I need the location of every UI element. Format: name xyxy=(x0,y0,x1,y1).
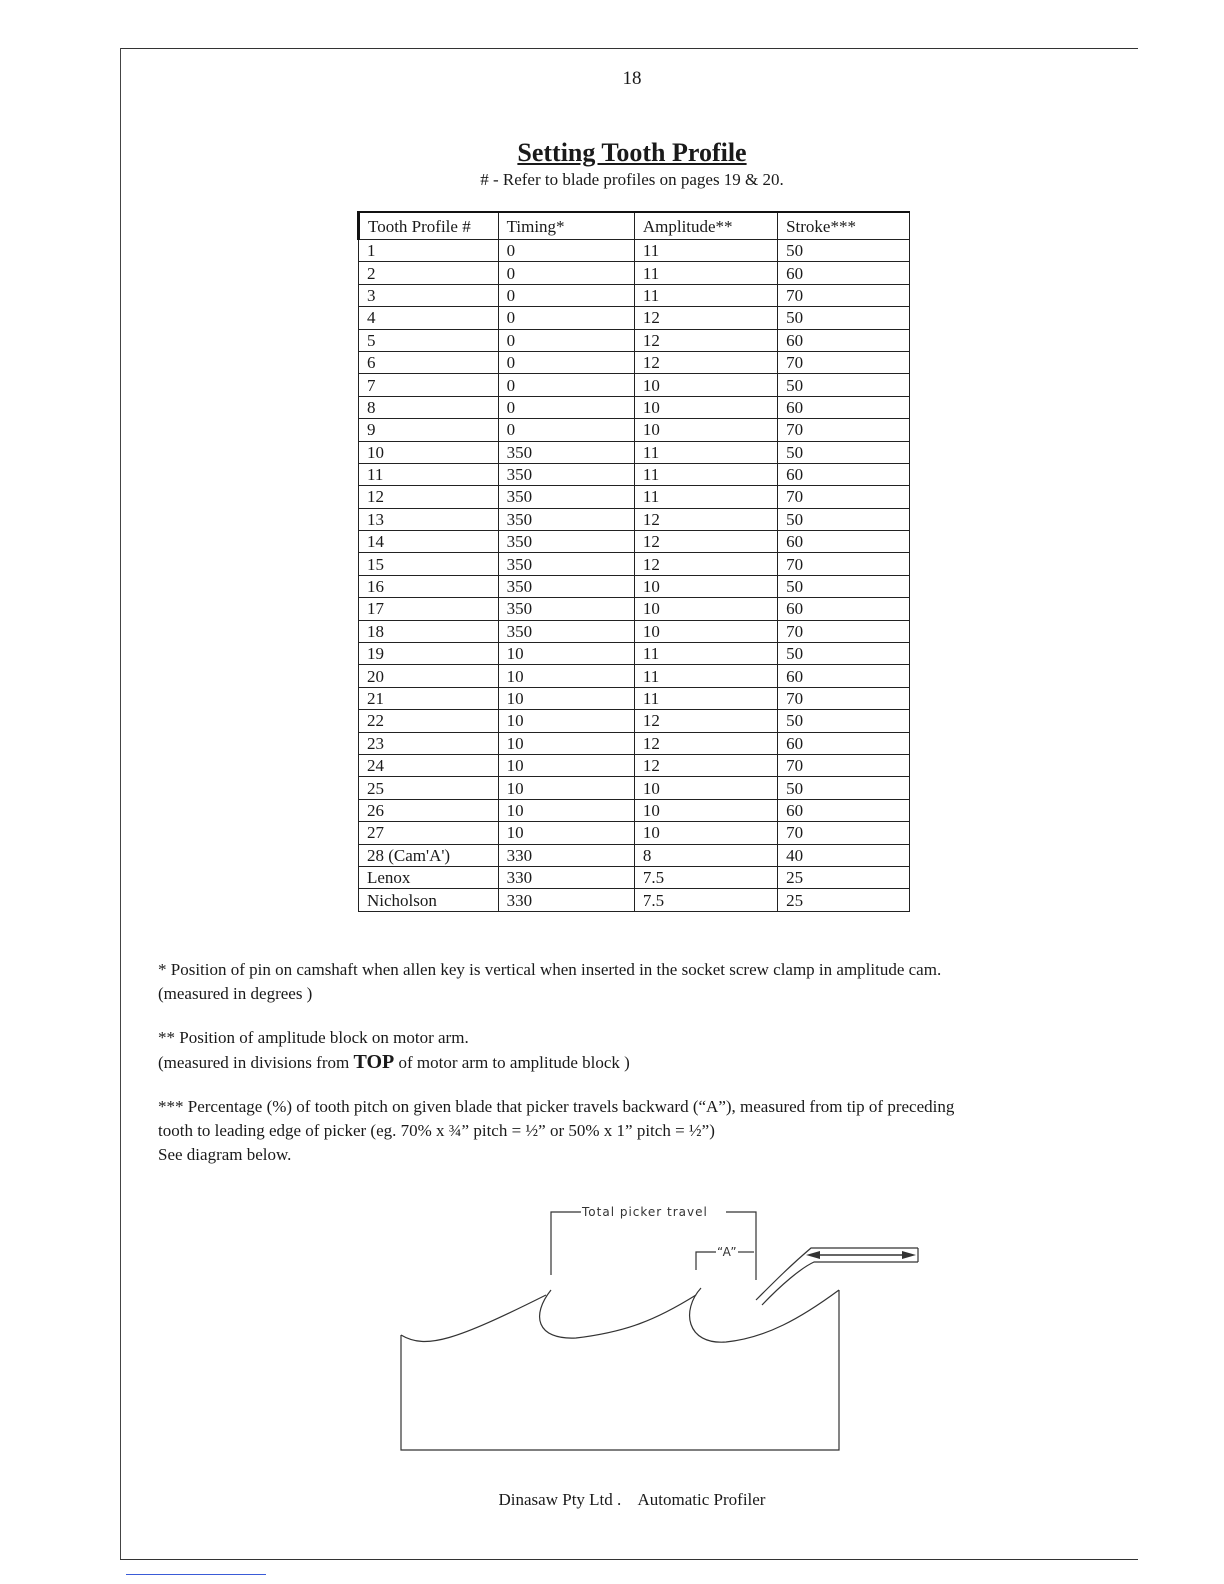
cell-timing: 350 xyxy=(498,463,634,485)
cell-stroke: 50 xyxy=(778,777,910,799)
table-row xyxy=(359,531,910,553)
cell-timing: 10 xyxy=(498,777,634,799)
cell-timing: 350 xyxy=(498,575,634,597)
cell-timing: 0 xyxy=(498,351,634,373)
cell-stroke: 50 xyxy=(778,508,910,530)
table-row xyxy=(359,844,910,866)
cell-tooth-profile: 24 xyxy=(359,754,499,776)
footer-link-underline xyxy=(126,1574,266,1575)
cell-amplitude: 10 xyxy=(634,777,777,799)
table-row xyxy=(359,866,910,888)
table-row xyxy=(359,687,910,709)
table-header-row xyxy=(359,212,910,240)
cell-tooth-profile: 20 xyxy=(359,665,499,687)
cell-stroke: 70 xyxy=(778,620,910,642)
blade-outline xyxy=(401,1290,839,1450)
cell-stroke: 60 xyxy=(778,531,910,553)
table-row xyxy=(359,486,910,508)
table-row xyxy=(359,598,910,620)
amplitude-note-top: TOP xyxy=(353,1051,395,1073)
cell-timing: 0 xyxy=(498,262,634,284)
cell-timing: 0 xyxy=(498,307,634,329)
arrow-right-head-icon xyxy=(902,1251,916,1259)
total-travel-bracket-left xyxy=(551,1212,581,1275)
blade-tooth-2 xyxy=(540,1290,696,1338)
picker-lower xyxy=(762,1262,918,1305)
a-bracket-left xyxy=(696,1252,716,1270)
cell-timing: 350 xyxy=(498,553,634,575)
header-amplitude: Amplitude** xyxy=(634,212,777,240)
table-row xyxy=(359,508,910,530)
header-tooth-profile: Tooth Profile # xyxy=(359,212,499,240)
table-row xyxy=(359,575,910,597)
cell-timing: 350 xyxy=(498,598,634,620)
cell-amplitude: 10 xyxy=(634,799,777,821)
cell-tooth-profile: 22 xyxy=(359,710,499,732)
cell-timing: 350 xyxy=(498,531,634,553)
table-row xyxy=(359,463,910,485)
tooth-profile-table xyxy=(357,211,910,912)
cell-timing: 10 xyxy=(498,687,634,709)
cell-tooth-profile: 17 xyxy=(359,598,499,620)
cell-timing: 10 xyxy=(498,643,634,665)
cell-stroke: 70 xyxy=(778,754,910,776)
cell-amplitude: 10 xyxy=(634,822,777,844)
amplitude-note-line1: ** Position of amplitude block on motor arm. xyxy=(158,1028,469,1047)
cell-timing: 330 xyxy=(498,889,634,911)
cell-tooth-profile: 13 xyxy=(359,508,499,530)
timing-note xyxy=(158,958,1058,1006)
cell-amplitude: 12 xyxy=(634,531,777,553)
cell-tooth-profile: 9 xyxy=(359,419,499,441)
picker-travel-diagram xyxy=(396,1200,926,1460)
cell-amplitude: 12 xyxy=(634,754,777,776)
cell-timing: 350 xyxy=(498,508,634,530)
cell-stroke: 50 xyxy=(778,441,910,463)
cell-tooth-profile: 4 xyxy=(359,307,499,329)
cell-stroke: 25 xyxy=(778,866,910,888)
stroke-note-line1: *** Percentage (%) of tooth pitch on given blade that picker travels backward (“A”), measured from tip of preceding xyxy=(158,1097,955,1116)
table-row xyxy=(359,419,910,441)
cell-amplitude: 11 xyxy=(634,665,777,687)
a-label: “A” xyxy=(717,1245,738,1259)
cell-tooth-profile: 25 xyxy=(359,777,499,799)
table-row xyxy=(359,889,910,911)
cell-stroke: 50 xyxy=(778,710,910,732)
cell-tooth-profile: 18 xyxy=(359,620,499,642)
cell-stroke: 70 xyxy=(778,351,910,373)
cell-stroke: 50 xyxy=(778,374,910,396)
cell-tooth-profile: 8 xyxy=(359,396,499,418)
cell-timing: 0 xyxy=(498,396,634,418)
cell-amplitude: 12 xyxy=(634,508,777,530)
cell-stroke: 70 xyxy=(778,419,910,441)
cell-timing: 350 xyxy=(498,486,634,508)
table-body xyxy=(359,240,910,912)
cell-timing: 0 xyxy=(498,419,634,441)
cell-tooth-profile: 2 xyxy=(359,262,499,284)
cell-tooth-profile: 19 xyxy=(359,643,499,665)
cell-tooth-profile: 7 xyxy=(359,374,499,396)
cell-stroke: 60 xyxy=(778,262,910,284)
cell-amplitude: 11 xyxy=(634,284,777,306)
table-row xyxy=(359,240,910,262)
table-row xyxy=(359,374,910,396)
cell-timing: 10 xyxy=(498,822,634,844)
table-row xyxy=(359,822,910,844)
cell-stroke: 60 xyxy=(778,598,910,620)
cell-tooth-profile: 28 (Cam'A') xyxy=(359,844,499,866)
cell-amplitude: 11 xyxy=(634,687,777,709)
footer-product: Automatic Profiler xyxy=(637,1490,766,1509)
table-row xyxy=(359,284,910,306)
arrow-left-head-icon xyxy=(806,1251,820,1259)
cell-amplitude: 10 xyxy=(634,575,777,597)
cell-tooth-profile: Nicholson xyxy=(359,889,499,911)
stroke-note-line2: tooth to leading edge of picker (eg. 70% x ¾” pitch = ½” or 50% x 1” pitch = ½”) xyxy=(158,1121,715,1140)
cell-amplitude: 12 xyxy=(634,710,777,732)
cell-amplitude: 12 xyxy=(634,329,777,351)
cell-tooth-profile: 14 xyxy=(359,531,499,553)
cell-timing: 0 xyxy=(498,284,634,306)
cell-stroke: 60 xyxy=(778,732,910,754)
cell-stroke: 50 xyxy=(778,643,910,665)
cell-amplitude: 10 xyxy=(634,598,777,620)
cell-stroke: 70 xyxy=(778,687,910,709)
page-number: 18 xyxy=(622,68,642,89)
cell-amplitude: 11 xyxy=(634,463,777,485)
cell-tooth-profile: 3 xyxy=(359,284,499,306)
cell-timing: 10 xyxy=(498,799,634,821)
page-footer xyxy=(0,1490,1224,1510)
table-row xyxy=(359,754,910,776)
cell-stroke: 60 xyxy=(778,665,910,687)
cell-tooth-profile: 11 xyxy=(359,463,499,485)
blade-tooth-3 xyxy=(690,1288,839,1342)
cell-timing: 10 xyxy=(498,665,634,687)
cell-stroke: 70 xyxy=(778,822,910,844)
cell-stroke: 25 xyxy=(778,889,910,911)
total-travel-label: Total picker travel xyxy=(582,1205,708,1219)
page-frame-top xyxy=(120,48,1138,49)
cell-amplitude: 12 xyxy=(634,553,777,575)
amplitude-note-line2-pre: (measured in divisions from xyxy=(158,1053,354,1072)
amplitude-note xyxy=(158,1026,1058,1075)
header-timing: Timing* xyxy=(498,212,634,240)
stroke-note-line3: See diagram below. xyxy=(158,1145,292,1164)
cell-stroke: 70 xyxy=(778,553,910,575)
cell-timing: 0 xyxy=(498,329,634,351)
cell-tooth-profile: 10 xyxy=(359,441,499,463)
cell-tooth-profile: 23 xyxy=(359,732,499,754)
cell-stroke: 50 xyxy=(778,307,910,329)
footer-company: Dinasaw Pty Ltd . xyxy=(498,1490,622,1509)
cell-stroke: 70 xyxy=(778,486,910,508)
table-row xyxy=(359,732,910,754)
footnotes xyxy=(158,958,1058,1187)
cell-amplitude: 11 xyxy=(634,262,777,284)
stroke-note xyxy=(158,1095,1058,1167)
cell-amplitude: 8 xyxy=(634,844,777,866)
cell-tooth-profile: 6 xyxy=(359,351,499,373)
cell-timing: 10 xyxy=(498,754,634,776)
table-row xyxy=(359,351,910,373)
cell-stroke: 50 xyxy=(778,240,910,262)
table-row xyxy=(359,262,910,284)
table-row xyxy=(359,307,910,329)
page-subtitle: # - Refer to blade profiles on pages 19 & 20. xyxy=(480,170,784,189)
table-row xyxy=(359,620,910,642)
table-row xyxy=(359,710,910,732)
cell-amplitude: 10 xyxy=(634,396,777,418)
cell-amplitude: 7.5 xyxy=(634,889,777,911)
table-row xyxy=(359,665,910,687)
cell-amplitude: 10 xyxy=(634,620,777,642)
table-row xyxy=(359,643,910,665)
table-row xyxy=(359,396,910,418)
cell-amplitude: 11 xyxy=(634,643,777,665)
cell-amplitude: 12 xyxy=(634,351,777,373)
timing-note-line1: * Position of pin on camshaft when allen key is vertical when inserted in the socket screw clamp in amplitude cam. xyxy=(158,960,942,979)
page-title: Setting Tooth Profile xyxy=(517,138,747,167)
cell-tooth-profile: 21 xyxy=(359,687,499,709)
cell-timing: 10 xyxy=(498,732,634,754)
table-row xyxy=(359,777,910,799)
cell-timing: 0 xyxy=(498,240,634,262)
cell-amplitude: 10 xyxy=(634,374,777,396)
cell-tooth-profile: 26 xyxy=(359,799,499,821)
cell-stroke: 60 xyxy=(778,799,910,821)
table-row xyxy=(359,553,910,575)
cell-amplitude: 11 xyxy=(634,441,777,463)
amplitude-note-line2-post: of motor arm to amplitude block ) xyxy=(394,1053,630,1072)
page-frame-bottom xyxy=(120,1559,1138,1560)
cell-amplitude: 7.5 xyxy=(634,866,777,888)
cell-tooth-profile: 1 xyxy=(359,240,499,262)
cell-tooth-profile: Lenox xyxy=(359,866,499,888)
cell-tooth-profile: 12 xyxy=(359,486,499,508)
cell-timing: 0 xyxy=(498,374,634,396)
cell-timing: 350 xyxy=(498,441,634,463)
blade-tooth-1 xyxy=(401,1295,546,1342)
cell-stroke: 70 xyxy=(778,284,910,306)
cell-stroke: 60 xyxy=(778,396,910,418)
cell-amplitude: 10 xyxy=(634,419,777,441)
page-frame-left xyxy=(120,48,121,1560)
table-row xyxy=(359,329,910,351)
cell-timing: 350 xyxy=(498,620,634,642)
cell-stroke: 60 xyxy=(778,329,910,351)
cell-tooth-profile: 15 xyxy=(359,553,499,575)
header-stroke: Stroke*** xyxy=(778,212,910,240)
cell-timing: 330 xyxy=(498,844,634,866)
timing-note-line2: (measured in degrees ) xyxy=(158,984,313,1003)
cell-amplitude: 12 xyxy=(634,307,777,329)
cell-stroke: 50 xyxy=(778,575,910,597)
table-row xyxy=(359,799,910,821)
cell-tooth-profile: 27 xyxy=(359,822,499,844)
cell-amplitude: 11 xyxy=(634,486,777,508)
cell-amplitude: 12 xyxy=(634,732,777,754)
cell-timing: 330 xyxy=(498,866,634,888)
cell-amplitude: 11 xyxy=(634,240,777,262)
cell-stroke: 60 xyxy=(778,463,910,485)
table-row xyxy=(359,441,910,463)
cell-tooth-profile: 16 xyxy=(359,575,499,597)
cell-stroke: 40 xyxy=(778,844,910,866)
cell-tooth-profile: 5 xyxy=(359,329,499,351)
cell-timing: 10 xyxy=(498,710,634,732)
